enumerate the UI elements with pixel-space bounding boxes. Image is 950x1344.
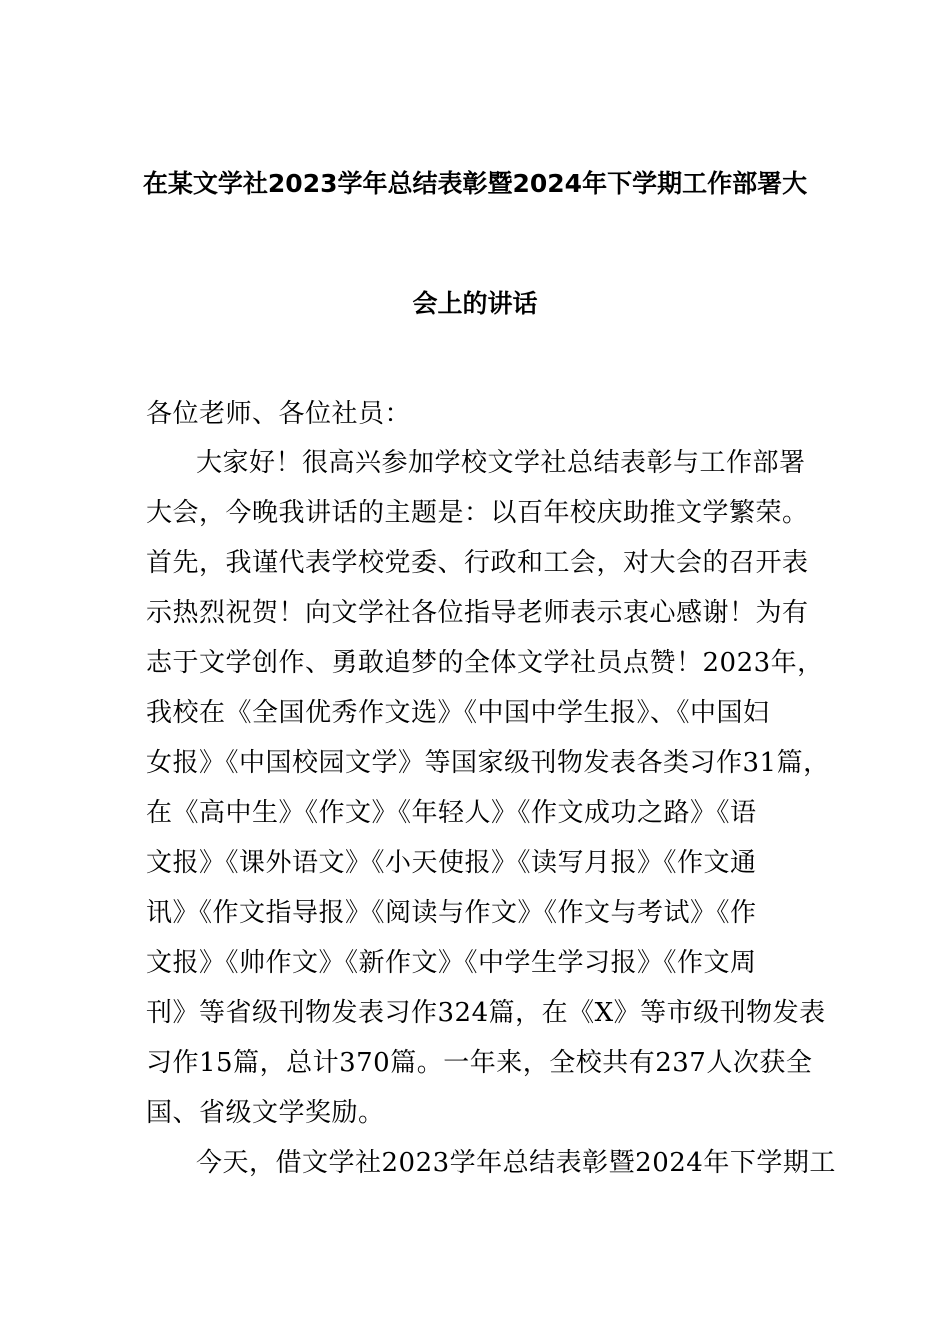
document-title-line-1: 在某文学社2023学年总结表彰暨2024年下学期工作部署大 <box>142 169 808 198</box>
body-line: 国、省级文学奖励。 <box>146 1098 385 1128</box>
body-line: 志于文学创作、勇敢追梦的全体文学社员点赞！2023年， <box>146 648 824 678</box>
body-line: 女报》《中国校园文学》等国家级刊物发表各类习作31篇， <box>146 748 830 778</box>
body-line: 我校在《全国优秀作文选》《中国中学生报》、《中国妇 <box>146 698 770 728</box>
body-line: 今天，借文学社2023学年总结表彰暨2024年下学期工 <box>196 1148 836 1178</box>
salutation: 各位老师、各位社员： <box>146 399 412 429</box>
body-line: 大会，今晚我讲话的主题是：以百年校庆助推文学繁荣。 <box>146 498 809 528</box>
body-line: 首先，我谨代表学校党委、行政和工会，对大会的召开表 <box>146 548 809 578</box>
body-line: 文报》《帅作文》《新作文》《中学生学习报》《作文周 <box>146 948 757 978</box>
body-line: 讯》《作文指导报》《阅读与作文》《作文与考试》《作 <box>146 898 757 928</box>
body-line: 习作15篇，总计370篇。一年来，全校共有237人次获全 <box>146 1048 813 1078</box>
document-title-line-2: 会上的讲话 <box>412 289 538 318</box>
body-line: 在《高中生》《作文》《年轻人》《作文成功之路》《语 <box>146 798 757 828</box>
body-line: 大家好！很高兴参加学校文学社总结表彰与工作部署 <box>196 448 806 478</box>
body-line: 文报》《课外语文》《小天使报》《读写月报》《作文通 <box>146 848 757 878</box>
body-line: 刊》等省级刊物发表习作324篇，在《X》等市级刊物发表 <box>146 998 826 1028</box>
body-line: 示热烈祝贺！向文学社各位指导老师表示衷心感谢！为有 <box>146 598 809 628</box>
